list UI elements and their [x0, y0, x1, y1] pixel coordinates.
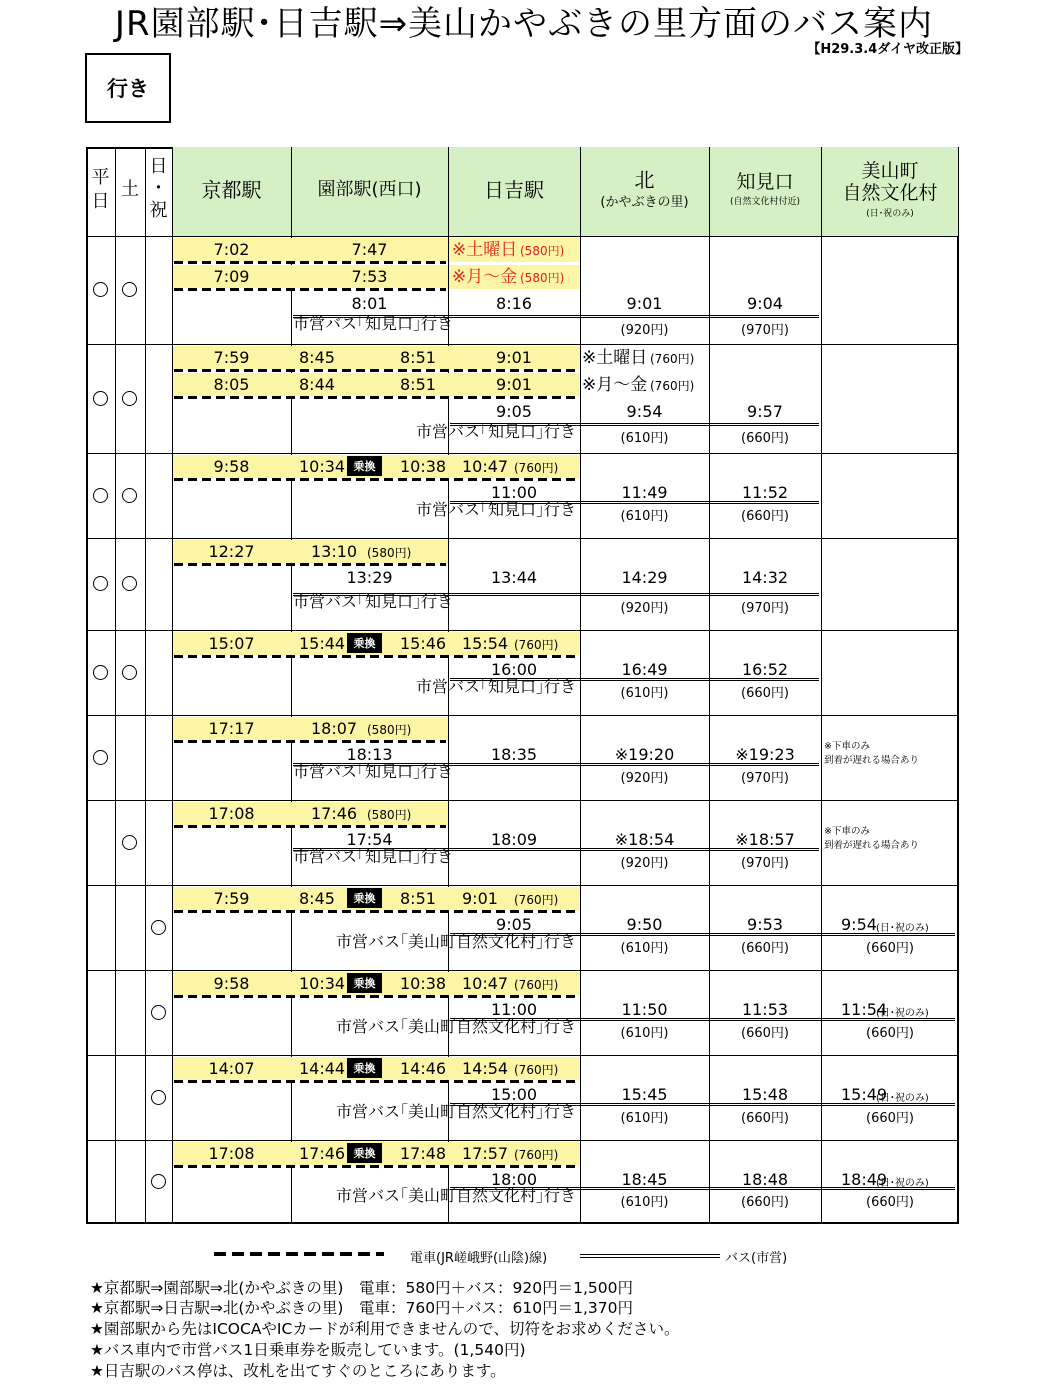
header-weekday: 日: [91, 191, 110, 212]
time-kyoto: 7:59: [213, 348, 250, 367]
footnote: ★バス車内で市営バス1日乗車券を販売しています。(1,540円): [90, 1341, 526, 1359]
service-day-circle: [122, 665, 137, 680]
time-sonobe-arrive: 8:45: [299, 348, 335, 367]
fare-miyama: (660円): [866, 1026, 914, 1041]
train-line: [174, 1165, 578, 1168]
header-miyama-sub: (日･祝のみ): [866, 209, 914, 219]
fare: (760円): [514, 1063, 559, 1077]
fare: (760円): [514, 461, 559, 475]
fare-kita: (610円): [620, 1111, 669, 1126]
header-kita-label: 北: [634, 168, 655, 192]
time-hiyoshi: 17:57: [462, 1144, 509, 1163]
fare: (580円): [367, 808, 412, 822]
service-day-circle: [122, 282, 137, 297]
time-sonobe: 13:10: [311, 542, 358, 561]
header-saturday: 土: [121, 179, 139, 200]
time-sonobe: 17:46: [311, 804, 358, 823]
time-sonobe-depart: 14:46: [400, 1059, 447, 1078]
time-kita: ※18:54: [614, 830, 675, 849]
fare-kita: (920円): [620, 856, 669, 871]
time-kyoto: 17:08: [208, 1144, 255, 1163]
grid-hline: [86, 236, 959, 237]
time-kyoto: 12:27: [208, 542, 255, 561]
fare-kita: (610円): [620, 941, 669, 956]
time-hiyoshi: 13:44: [490, 568, 538, 587]
fare-kita: (610円): [620, 1195, 669, 1210]
service-day-circle: [151, 920, 166, 935]
fare-kita: (610円): [620, 686, 669, 701]
bus-route-label: 市営バス｢知見口｣行き: [415, 677, 576, 696]
time-hiyoshi: 9:05: [496, 402, 532, 421]
fare: (580円): [520, 271, 565, 285]
train-line: [174, 825, 446, 828]
time-hiyoshi: 14:54: [462, 1059, 509, 1078]
time-hiyoshi: 16:00: [490, 660, 538, 679]
fare-chimi: (660円): [741, 431, 789, 446]
legend-train-label: 電車(JR嵯峨野(山陰)線): [410, 1251, 548, 1266]
service-day-circle: [122, 391, 137, 406]
time-hiyoshi: 10:47: [462, 974, 509, 993]
time-chimi: 9:04: [747, 294, 783, 313]
time-kita: 18:45: [621, 1170, 668, 1189]
fare: (580円): [520, 244, 565, 258]
transfer-badge: 乗換: [347, 633, 382, 653]
time-chimi: 15:48: [741, 1085, 789, 1104]
time-kyoto: 7:09: [213, 267, 250, 286]
legend-bus-line: [580, 1254, 720, 1258]
train-line: [174, 288, 446, 291]
fare: (760円): [514, 893, 559, 907]
grid-hline: [86, 970, 959, 971]
schedule-note: ※月～金: [452, 267, 518, 287]
time-kita: 15:45: [621, 1085, 668, 1104]
grid-hline: [86, 453, 959, 454]
bus-route-label: 市営バス｢知見口｣行き: [415, 500, 576, 519]
side-note: 到着が遅れる場合あり: [824, 840, 920, 851]
grid-hline: [86, 885, 959, 886]
header-sonobe-label: 園部駅(西口): [317, 179, 422, 200]
time-kita: ※19:20: [614, 745, 675, 764]
header-hiyoshi-label: 日吉駅: [484, 178, 544, 202]
time-hiyoshi: 18:09: [490, 830, 538, 849]
time-chimi: 18:48: [741, 1170, 789, 1189]
time-sonobe-arrive: 8:45: [299, 889, 335, 908]
grid-vline: [821, 147, 822, 1224]
time-kita: 14:29: [621, 568, 668, 587]
grid-hline: [86, 800, 959, 801]
time-sonobe: 7:47: [351, 240, 388, 259]
fare-kita: (920円): [620, 601, 669, 616]
time-kyoto: 17:17: [208, 719, 255, 738]
miyama-note: (日･祝のみ): [876, 1093, 929, 1104]
legend-train-line: [214, 1252, 384, 1256]
time-hiyoshi: 11:00: [490, 483, 538, 502]
time-chimi: 9:57: [747, 402, 783, 421]
time-sonobe-arrive: 10:34: [299, 457, 346, 476]
service-day-circle: [151, 1090, 166, 1105]
schedule-note: ※土曜日: [452, 240, 518, 260]
time-miyama: 15:49: [841, 1085, 888, 1104]
header-chimi-label: 知見口: [736, 171, 794, 193]
legend-bus-label: バス(市営): [725, 1251, 788, 1266]
service-day-circle: [93, 665, 108, 680]
time-kita: 11:49: [621, 483, 668, 502]
fare: (760円): [514, 978, 559, 992]
transfer-badge: 乗換: [347, 973, 382, 993]
time-hiyoshi: 18:00: [490, 1170, 538, 1189]
schedule-note: ※土曜日: [582, 348, 648, 368]
service-day-circle: [122, 576, 137, 591]
time-chimi: 11:53: [741, 1000, 789, 1019]
time-sonobe-depart: 15:46: [400, 634, 447, 653]
fare-miyama: (660円): [866, 1195, 914, 1210]
time-sonobe-depart: 17:48: [400, 1144, 447, 1163]
time-sonobe-depart: 10:38: [400, 974, 447, 993]
transfer-badge: 乗換: [347, 1143, 382, 1163]
time-chimi: ※19:23: [735, 745, 795, 764]
time-kita: 9:50: [626, 915, 663, 934]
time-sonobe: 7:53: [351, 267, 388, 286]
time-hiyoshi: 10:47: [462, 457, 509, 476]
bus-route-label: 市営バス｢美山町自然文化村｣行き: [335, 1017, 576, 1036]
fare-kita: (610円): [620, 1026, 669, 1041]
fare-chimi: (660円): [741, 686, 789, 701]
bus-route-label: 市営バス｢知見口｣行き: [293, 592, 454, 611]
service-day-circle: [93, 750, 108, 765]
header-chimi-sub: (自然文化村付近): [729, 197, 801, 207]
fare-kita: (920円): [620, 323, 669, 338]
grid-hline: [86, 538, 959, 539]
service-day-circle: [122, 488, 137, 503]
fare: (580円): [367, 723, 412, 737]
time-hiyoshi: 9:01: [496, 348, 532, 367]
transfer-badge: 乗換: [347, 1058, 382, 1078]
train-line: [174, 478, 578, 481]
train-line: [174, 910, 578, 913]
service-day-circle: [151, 1005, 166, 1020]
time-sonobe-arrive: 14:44: [299, 1059, 346, 1078]
fare: (760円): [514, 638, 559, 652]
fare: (760円): [650, 352, 695, 366]
header-holiday: 日: [149, 156, 168, 177]
time-chimi: ※18:57: [735, 830, 795, 849]
train-line: [174, 740, 446, 743]
header-miyama-label: 美山町: [861, 160, 919, 182]
bus-route-label: 市営バス｢知見口｣行き: [293, 314, 454, 333]
time-sonobe: 18:13: [346, 745, 393, 764]
time-sonobe-depart: 10:38: [400, 457, 447, 476]
fare: (760円): [650, 379, 695, 393]
miyama-note: (日･祝のみ): [876, 923, 929, 934]
fare-chimi: (660円): [741, 1195, 789, 1210]
train-line: [174, 563, 446, 566]
header-kyoto-label: 京都駅: [201, 178, 262, 202]
time-miyama: 11:54: [841, 1000, 888, 1019]
train-line: [174, 1080, 578, 1083]
bus-route-label: 市営バス｢知見口｣行き: [415, 422, 576, 441]
fare-chimi: (660円): [741, 1026, 789, 1041]
fare-miyama: (660円): [866, 941, 914, 956]
grid-vline: [145, 147, 146, 1224]
time-sonobe-depart: 8:51: [400, 348, 436, 367]
direction-box: 行き: [85, 53, 171, 123]
time-kita: 11:50: [621, 1000, 668, 1019]
time-sonobe-arrive: 17:46: [299, 1144, 346, 1163]
time-kyoto: 17:08: [208, 804, 255, 823]
side-note: 到着が遅れる場合あり: [824, 755, 920, 766]
header-weekday: 平: [91, 167, 110, 188]
time-hiyoshi: 18:35: [490, 745, 538, 764]
time-sonobe-depart: 8:51: [400, 375, 436, 394]
fare-kita: (920円): [620, 771, 669, 786]
time-sonobe-depart: 8:51: [400, 889, 436, 908]
miyama-note: (日･祝のみ): [876, 1008, 929, 1019]
fare-chimi: (970円): [741, 323, 789, 338]
time-kyoto: 14:07: [208, 1059, 255, 1078]
time-kyoto: 7:02: [213, 240, 250, 259]
edition-label: 【H29.3.4ダイヤ改正版】: [807, 42, 968, 57]
time-kyoto: 8:05: [213, 375, 250, 394]
time-sonobe-arrive: 15:44: [299, 634, 346, 653]
fare-kita: (610円): [620, 509, 669, 524]
header-miyama-label2: 自然文化村: [842, 182, 938, 204]
fare-chimi: (970円): [741, 771, 789, 786]
train-line: [174, 261, 446, 264]
transfer-badge: 乗換: [347, 456, 382, 476]
time-kita: 9:54: [626, 402, 663, 421]
time-miyama: 9:54: [841, 915, 877, 934]
time-hiyoshi: 9:05: [496, 915, 532, 934]
train-line: [174, 995, 578, 998]
service-day-circle: [93, 282, 108, 297]
time-sonobe-arrive: 10:34: [299, 974, 346, 993]
fare-chimi: (660円): [741, 509, 789, 524]
time-sonobe: 13:29: [346, 568, 393, 587]
time-sonobe: 18:07: [311, 719, 358, 738]
bus-route-label: 市営バス｢知見口｣行き: [293, 762, 454, 781]
service-day-circle: [93, 576, 108, 591]
time-sonobe: 8:01: [351, 294, 388, 313]
time-chimi: 9:53: [747, 915, 783, 934]
bus-route-label: 市営バス｢知見口｣行き: [293, 847, 454, 866]
side-note: ※下車のみ: [824, 826, 870, 837]
footnote: ★京都駅⇒日吉駅⇒北(かやぶきの里) 電車：760円＋バス：610円＝1,370円: [90, 1299, 634, 1317]
time-hiyoshi: 8:16: [496, 294, 532, 313]
fare-chimi: (660円): [741, 941, 789, 956]
time-hiyoshi: 9:01: [462, 889, 498, 908]
time-hiyoshi: 11:00: [490, 1000, 538, 1019]
time-kyoto: 9:58: [213, 457, 250, 476]
fare: (580円): [367, 546, 412, 560]
grid-hline: [86, 1140, 959, 1141]
schedule-note: ※月～金: [582, 375, 648, 395]
time-kyoto: 9:58: [213, 974, 250, 993]
time-hiyoshi: 15:00: [490, 1085, 538, 1104]
bus-route-label: 市営バス｢美山町自然文化村｣行き: [335, 1102, 576, 1121]
header-holiday: 祝: [149, 200, 168, 221]
grid-hline: [86, 344, 959, 345]
service-day-circle: [93, 488, 108, 503]
train-line: [174, 655, 578, 658]
service-day-circle: [151, 1174, 166, 1189]
fare-kita: (610円): [620, 431, 669, 446]
train-line: [174, 396, 578, 399]
time-hiyoshi: 9:01: [496, 375, 532, 394]
header-kita-sub: (かやぶきの里): [600, 195, 689, 210]
time-sonobe-arrive: 8:44: [299, 375, 335, 394]
time-hiyoshi: 15:54: [462, 634, 509, 653]
service-day-circle: [122, 835, 137, 850]
time-kyoto: 15:07: [208, 634, 255, 653]
time-chimi: 11:52: [741, 483, 789, 502]
footnote: ★京都駅⇒園部駅⇒北(かやぶきの里) 電車：580円＋バス：920円＝1,500円: [90, 1279, 634, 1297]
transfer-badge: 乗換: [347, 888, 382, 908]
time-chimi: 14:32: [741, 568, 789, 587]
grid-vline: [115, 147, 116, 1224]
bus-route-label: 市営バス｢美山町自然文化村｣行き: [335, 932, 576, 951]
page-title: JR園部駅･日吉駅⇒美山かやぶきの里方面のバス案内: [114, 4, 934, 44]
fare-chimi: (660円): [741, 1111, 789, 1126]
time-kita: 9:01: [626, 294, 663, 313]
fare-chimi: (970円): [741, 601, 789, 616]
time-chimi: 16:52: [741, 660, 789, 679]
time-miyama: 18:49: [841, 1170, 888, 1189]
service-day-circle: [93, 391, 108, 406]
fare-chimi: (970円): [741, 856, 789, 871]
grid-hline: [86, 1055, 959, 1056]
fare-miyama: (660円): [866, 1111, 914, 1126]
grid-hline: [86, 630, 959, 631]
miyama-note: (日･祝のみ): [876, 1178, 929, 1189]
train-line: [174, 369, 578, 372]
footnote: ★日吉駅のバス停は、改札を出てすぐのところにあります。: [90, 1362, 506, 1380]
bus-route-label: 市営バス｢美山町自然文化村｣行き: [335, 1186, 576, 1205]
time-sonobe: 17:54: [346, 830, 393, 849]
fare: (760円): [514, 1148, 559, 1162]
grid-hline: [86, 715, 959, 716]
time-kyoto: 7:59: [213, 889, 250, 908]
header-holiday: ・: [149, 178, 168, 199]
time-kita: 16:49: [621, 660, 668, 679]
side-note: ※下車のみ: [824, 741, 870, 752]
footnote: ★園部駅から先はICOCAやICカードが利用できませんので、切符をお求めください。: [90, 1320, 680, 1338]
